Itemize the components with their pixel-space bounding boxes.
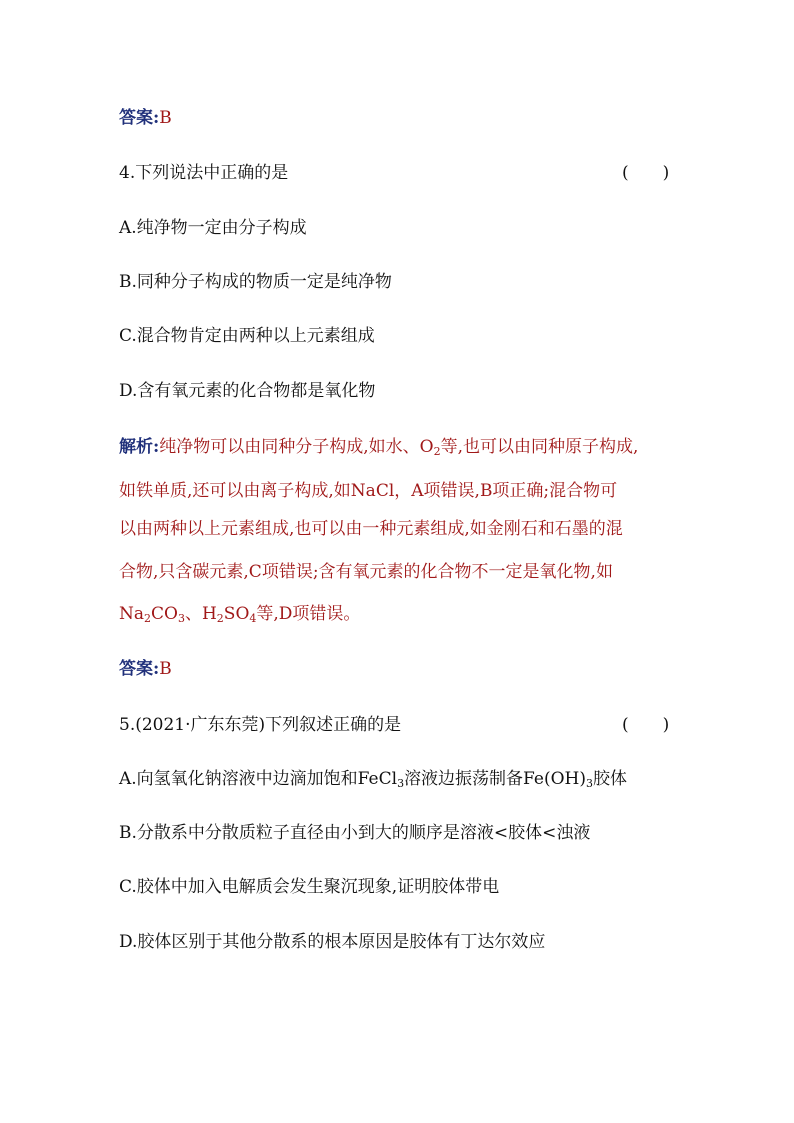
formula-part: SO xyxy=(223,604,250,624)
explanation-line-3: 以由两种以上元素组成,也可以由一种元素组成,如金刚石和石墨的混 xyxy=(119,519,623,539)
answer-value: B xyxy=(159,659,172,679)
explanation-line-4: 合物,只含碳元素,C项错误;含有氧元素的化合物不一定是氧化物,如 xyxy=(119,562,613,582)
subscript: 3 xyxy=(397,777,405,790)
q5-option-c: C.胶体中加入电解质会发生聚沉现象,证明胶体带电 xyxy=(119,877,500,897)
q4-option-d: D.含有氧元素的化合物都是氧化物 xyxy=(119,381,376,401)
explanation-text: 等,也可以由同种原子构成, xyxy=(440,437,639,457)
option-text: 胶体 xyxy=(593,769,628,789)
explanation-label: 解析: xyxy=(119,437,160,457)
formula-part: CO xyxy=(151,604,178,624)
explanation-line-1 xyxy=(119,437,638,457)
option-text: 溶液边振荡制备Fe(OH) xyxy=(404,769,587,789)
subscript: 2 xyxy=(144,612,152,625)
question-5-stem: 5.(2021·广东东莞)下列叙述正确的是 xyxy=(119,715,402,735)
q5-option-d: D.胶体区别于其他分散系的根本原因是胶体有丁达尔效应 xyxy=(119,932,546,952)
subscript: 3 xyxy=(177,612,185,625)
q4-option-c: C.混合物肯定由两种以上元素组成 xyxy=(119,326,375,346)
q5-option-b: B.分散系中分散质粒子直径由小到大的顺序是溶液<胶体<浊液 xyxy=(119,823,591,843)
subscript: 4 xyxy=(249,612,257,625)
explanation-text: 等,D项错误。 xyxy=(256,604,361,624)
explanation-line-2: 如铁单质,还可以由离子构成,如NaCl，A项错误,B项正确;混合物可 xyxy=(119,481,618,501)
explanation-text: 纯净物可以由同种分子构成,如水、O xyxy=(159,437,434,457)
subscript: 2 xyxy=(216,612,224,625)
question-5-answer-blank: ( ) xyxy=(622,715,670,735)
question-4-answer-blank: ( ) xyxy=(622,163,670,183)
subscript: 3 xyxy=(586,777,594,790)
question-4-stem: 4.下列说法中正确的是 xyxy=(119,163,289,183)
answer-label: 答案: xyxy=(119,659,160,679)
option-text: A.向氢氧化钠溶液中边滴加饱和FeCl xyxy=(119,769,398,789)
q5-option-a xyxy=(119,769,627,789)
q4-option-a: A.纯净物一定由分子构成 xyxy=(119,218,307,238)
answer-value: B xyxy=(159,108,172,128)
answer-line-2 xyxy=(119,659,172,679)
explanation-line-5 xyxy=(119,604,360,624)
answer-label: 答案: xyxy=(119,108,160,128)
formula-part: 、H xyxy=(184,604,217,624)
q4-option-b: B.同种分子构成的物质一定是纯净物 xyxy=(119,272,392,292)
formula-part: Na xyxy=(119,604,145,624)
answer-line-1 xyxy=(119,108,172,128)
subscript: 2 xyxy=(433,445,441,458)
